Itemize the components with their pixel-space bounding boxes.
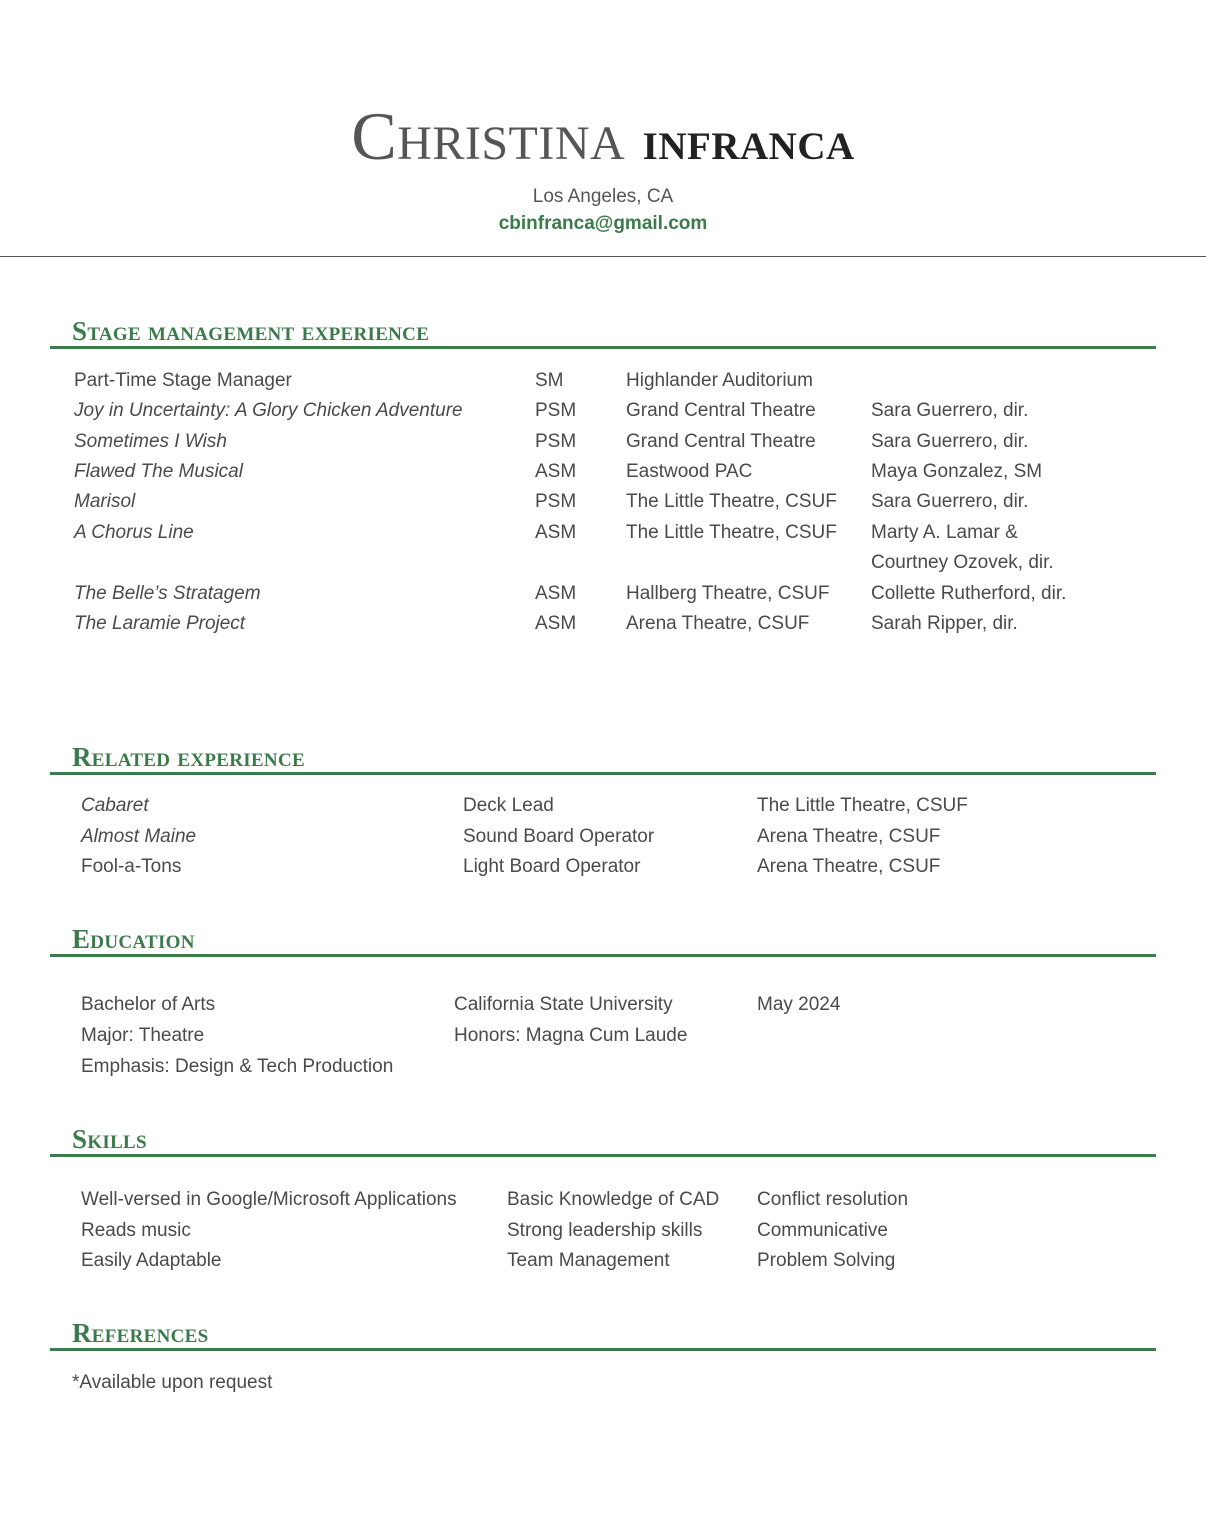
show-title: Part-Time Stage Manager — [74, 370, 292, 391]
venue: Arena Theatre, CSUF — [757, 856, 941, 877]
resume-header — [0, 96, 1206, 237]
show-title: Joy in Uncertainty: A Glory Chicken Adventure — [74, 400, 463, 421]
section-title-education: Education — [72, 924, 195, 954]
honors: Honors: Magna Cum Laude — [454, 1025, 688, 1046]
credit: Sara Guerrero, dir. — [871, 431, 1029, 452]
section-rule — [50, 1154, 1156, 1157]
credit: Sara Guerrero, dir. — [871, 400, 1029, 421]
school: California State University — [454, 994, 673, 1015]
show-title: Almost Maine — [81, 826, 197, 847]
role: SM — [535, 370, 564, 391]
role: ASM — [535, 522, 577, 543]
role: PSM — [535, 431, 577, 452]
show-title: Fool-a-Tons — [81, 856, 182, 877]
venue: The Little Theatre, CSUF — [626, 522, 837, 543]
show-title: Cabaret — [81, 795, 149, 816]
major: Major: Theatre — [81, 1025, 205, 1046]
section-rule — [50, 954, 1156, 957]
skill: Problem Solving — [757, 1250, 896, 1271]
venue: Grand Central Theatre — [626, 431, 816, 452]
skill: Strong leadership skills — [507, 1220, 703, 1241]
list-item — [0, 1246, 1206, 1277]
table-row — [0, 518, 1206, 549]
role: Sound Board Operator — [463, 826, 655, 847]
section-rule — [50, 346, 1156, 349]
role: ASM — [535, 613, 577, 634]
role: ASM — [535, 583, 577, 604]
location: Los Angeles, CA — [532, 186, 674, 207]
venue: The Little Theatre, CSUF — [757, 795, 968, 816]
list-item — [0, 1216, 1206, 1247]
venue: Grand Central Theatre — [626, 400, 816, 421]
table-row — [0, 609, 1206, 640]
email-link[interactable]: cbinfranca@gmail.com — [498, 213, 708, 234]
table-row — [0, 852, 1206, 883]
section-title-stage-management: Stage management experience — [72, 316, 430, 346]
table-row — [0, 487, 1206, 518]
emphasis: Emphasis: Design & Tech Production — [81, 1056, 394, 1077]
table-row — [0, 822, 1206, 853]
skill: Easily Adaptable — [81, 1250, 222, 1271]
show-title: Marisol — [74, 491, 136, 512]
role: Light Board Operator — [463, 856, 641, 877]
role: PSM — [535, 491, 577, 512]
section-title-references: References — [72, 1318, 209, 1348]
header-divider — [0, 256, 1206, 257]
table-row — [0, 427, 1206, 458]
venue: Highlander Auditorium — [626, 370, 813, 391]
credit: Sarah Ripper, dir. — [871, 613, 1018, 634]
role: PSM — [535, 400, 577, 421]
list-item — [0, 1052, 1206, 1083]
candidate-name — [0, 96, 1206, 181]
list-item — [0, 990, 1206, 1021]
last-name: infranca — [642, 110, 855, 172]
show-title: Sometimes I Wish — [74, 431, 227, 452]
table-row — [0, 791, 1206, 822]
show-title: A Chorus Line — [74, 522, 194, 543]
graduation-date: May 2024 — [757, 994, 841, 1015]
list-item — [0, 1185, 1206, 1216]
venue: Hallberg Theatre, CSUF — [626, 583, 830, 604]
role: ASM — [535, 461, 577, 482]
show-title: The Belle’s Stratagem — [74, 583, 261, 604]
venue: Arena Theatre, CSUF — [757, 826, 941, 847]
skill: Reads music — [81, 1220, 191, 1241]
references-note: *Available upon request — [72, 1372, 273, 1393]
table-row — [0, 396, 1206, 427]
section-title-skills: Skills — [72, 1124, 147, 1154]
skill: Team Management — [507, 1250, 670, 1271]
first-name: Christina — [351, 98, 626, 174]
table-row — [0, 579, 1206, 610]
show-title: Flawed The Musical — [74, 461, 243, 482]
venue: Arena Theatre, CSUF — [626, 613, 810, 634]
skill: Well-versed in Google/Microsoft Applications — [81, 1189, 457, 1210]
credit: Collette Rutherford, dir. — [871, 583, 1067, 604]
credit: Marty A. Lamar & — [871, 522, 1018, 543]
degree: Bachelor of Arts — [81, 994, 216, 1015]
section-title-related: Related experience — [72, 742, 305, 772]
section-rule — [50, 772, 1156, 775]
skill: Basic Knowledge of CAD — [507, 1189, 720, 1210]
skill: Conflict resolution — [757, 1189, 909, 1210]
role: Deck Lead — [463, 795, 554, 816]
show-title: The Laramie Project — [74, 613, 246, 634]
credit: Maya Gonzalez, SM — [871, 461, 1043, 482]
credit: Sara Guerrero, dir. — [871, 491, 1029, 512]
section-rule — [50, 1348, 1156, 1351]
table-row — [0, 457, 1206, 488]
venue: Eastwood PAC — [626, 461, 753, 482]
table-row-continuation — [0, 548, 1206, 579]
list-item — [0, 1021, 1206, 1052]
table-row — [0, 366, 1206, 397]
venue: The Little Theatre, CSUF — [626, 491, 837, 512]
skill: Communicative — [757, 1220, 888, 1241]
credit: Courtney Ozovek, dir. — [871, 552, 1054, 573]
